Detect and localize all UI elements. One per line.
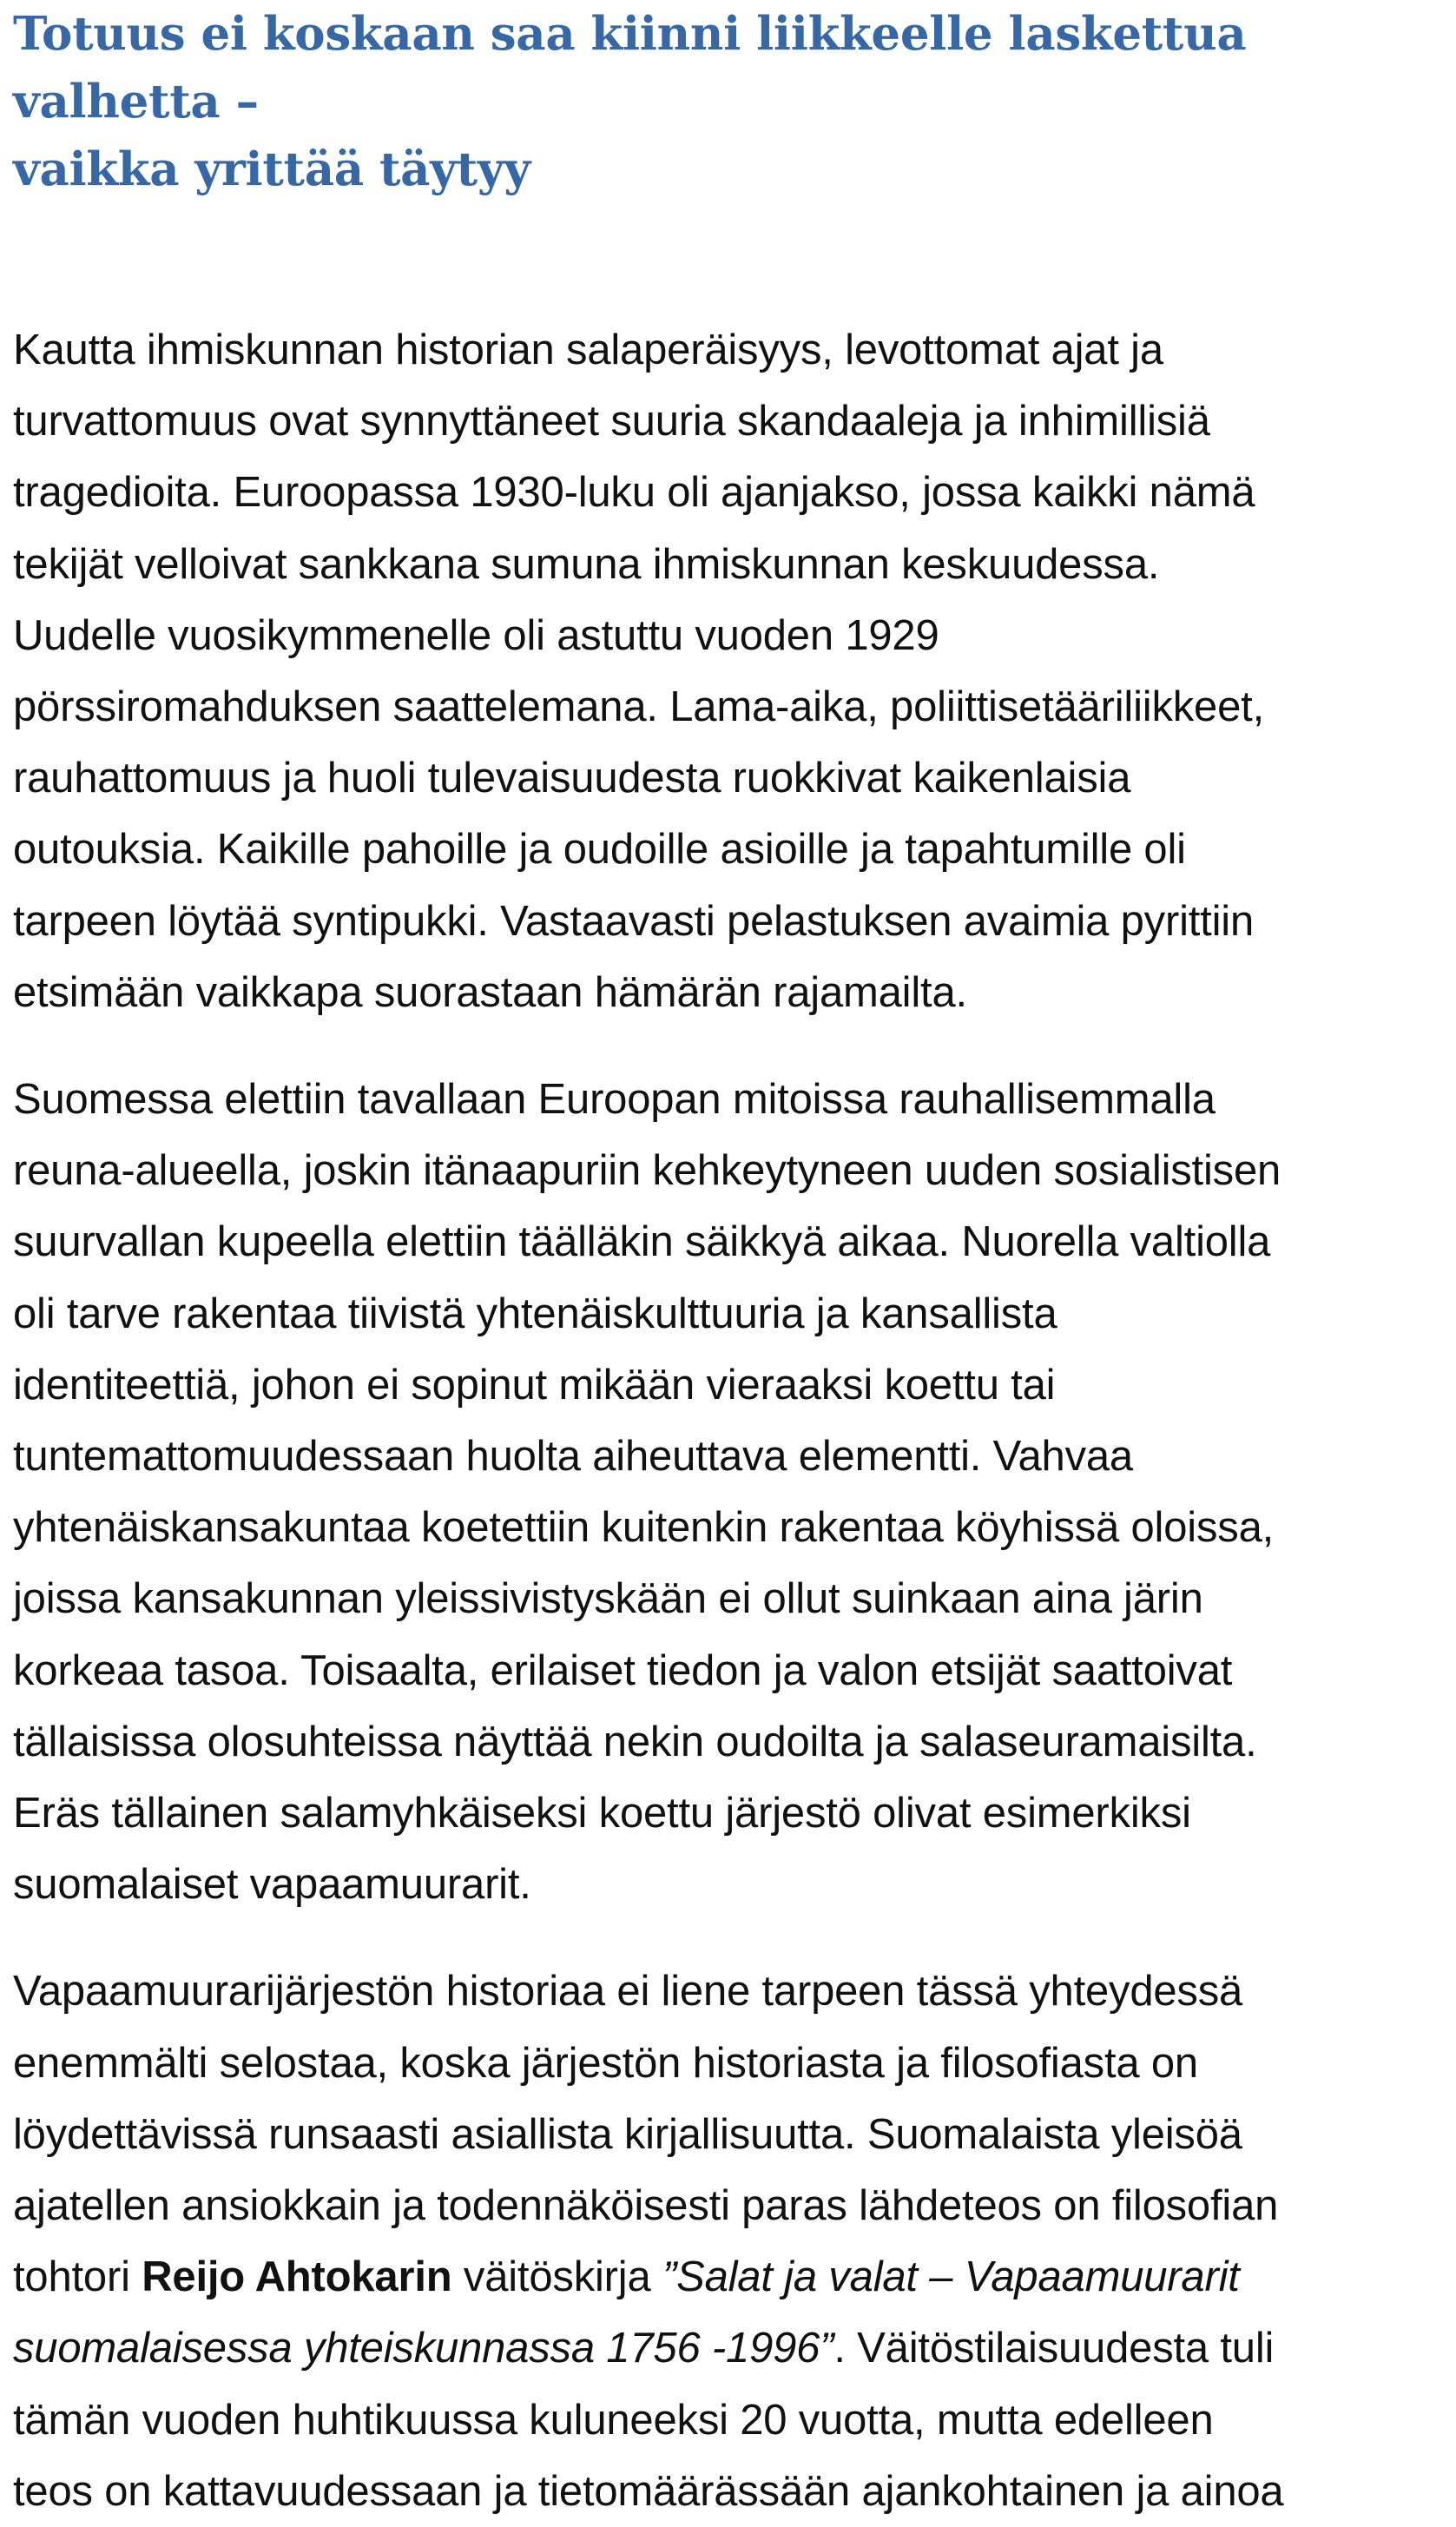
text-line: korkeaa tasoa. Toisaalta, erilaiset tiedon ja valon etsijät saattoivat <box>13 1646 1233 1694</box>
text-segment: . Väitöstilaisuudesta tuli <box>833 2325 1275 2372</box>
text-line: outouksia. Kaikille pahoille ja oudoille asioille ja tapahtumille oli <box>13 826 1186 874</box>
document-page <box>13 0 1446 2527</box>
text-line: etsimään vaikkapa suorastaan hämärän rajamailta. <box>13 968 967 1016</box>
text-line: Vapaamuurarijärjestön historiaa ei liene tarpeen tässä yhteydessä <box>13 1968 1243 2016</box>
title-line: vaikka yrittää täytyy <box>13 142 530 196</box>
text-line: tekijät velloivat sankkana sumuna ihmiskunnan keskuudessa. <box>13 540 1160 588</box>
title-line: Totuus ei koskaan saa kiinni liikkeelle laskettua valhetta – <box>13 7 1247 129</box>
text-line: ajatellen ansiokkain ja todennäköisesti paras lähdeteos on filosofian <box>13 2182 1279 2230</box>
text-line: teos on kattavuudessaan ja tietomäärässään ajankohtainen ja ainoa <box>13 2467 1284 2515</box>
article-body <box>13 314 1446 2527</box>
paragraph-1 <box>13 314 1446 1028</box>
text-line: enemmälti selostaa, koska järjestön historiasta ja filosofiasta on <box>13 2039 1198 2087</box>
text-segment: tohtori <box>13 2253 142 2301</box>
text-line: tuntemattomuudessaan huolta aiheuttava elementti. Vahvaa <box>13 1433 1133 1481</box>
paragraph-2 <box>13 1064 1446 1920</box>
book-title-part: suomalaisessa yhteiskunnassa 1756 -1996” <box>13 2325 834 2372</box>
text-line: turvattomuus ovat synnyttäneet suuria skandaaleja ja inhimillisiä <box>13 398 1210 445</box>
text-line: tarpeen löytää syntipukki. Vastaavasti pelastuksen avaimia pyrittiin <box>13 897 1255 945</box>
text-line: tällaisissa olosuhteissa näyttää nekin oudoilta ja salaseuramaisilta. <box>13 1718 1257 1765</box>
author-name: Reijo Ahtokarin <box>142 2253 452 2301</box>
text-line: tragedioita. Euroopassa 1930-luku oli ajanjakso, jossa kaikki nämä <box>13 469 1255 517</box>
paragraph-3 <box>13 1956 1446 2527</box>
text-line: löydettävissä runsaasti asiallista kirjallisuutta. Suomalaista yleisöä <box>13 2110 1242 2158</box>
text-line: suomalaiset vapaamuurarit. <box>13 1861 531 1909</box>
text-line: suurvallan kupeella elettiin täälläkin säikkyä aikaa. Nuorella valtiolla <box>13 1218 1271 1266</box>
text-line: Eräs tällainen salamyhkäiseksi koettu järjestö olivat esimerkiksi <box>13 1790 1191 1838</box>
text-line: Uudelle vuosikymmenelle oli astuttu vuoden 1929 <box>13 611 939 659</box>
text-segment: väitöskirja <box>451 2253 662 2301</box>
text-line: rauhattomuus ja huoli tulevaisuudesta ruokkivat kaikenlaisia <box>13 755 1131 802</box>
text-line: pörssiromahduksen saattelemana. Lama-aika, poliittisetääriliikkeet, <box>13 683 1264 731</box>
text-line: tämän vuoden huhtikuussa kuluneeksi 20 vuotta, mutta edelleen <box>13 2396 1214 2444</box>
text-line: Suomessa elettiin tavallaan Euroopan mitoissa rauhallisemmalla <box>13 1076 1216 1124</box>
text-line: yhtenäiskansakuntaa koetettiin kuitenkin rakentaa köyhissä oloissa, <box>13 1504 1275 1552</box>
text-line: Kautta ihmiskunnan historian salaperäisyys, levottomat ajat ja <box>13 327 1163 373</box>
text-line: joissa kansakunnan yleissivistyskään ei ollut suinkaan aina järin <box>13 1575 1203 1623</box>
text-line: oli tarve rakentaa tiivistä yhtenäiskulttuuria ja kansallista <box>13 1290 1057 1337</box>
article-title <box>13 0 1446 203</box>
text-line <box>13 2241 1446 2313</box>
text-line: reuna-alueella, joskin itänaapuriin kehkeytyneen uuden sosialistisen <box>13 1147 1281 1195</box>
book-title-part: ”Salat ja valat – Vapaamuurarit <box>662 2253 1240 2301</box>
text-line <box>13 2313 1446 2384</box>
text-line: identiteettiä, johon ei sopinut mikään vieraaksi koettu tai <box>13 1361 1056 1409</box>
